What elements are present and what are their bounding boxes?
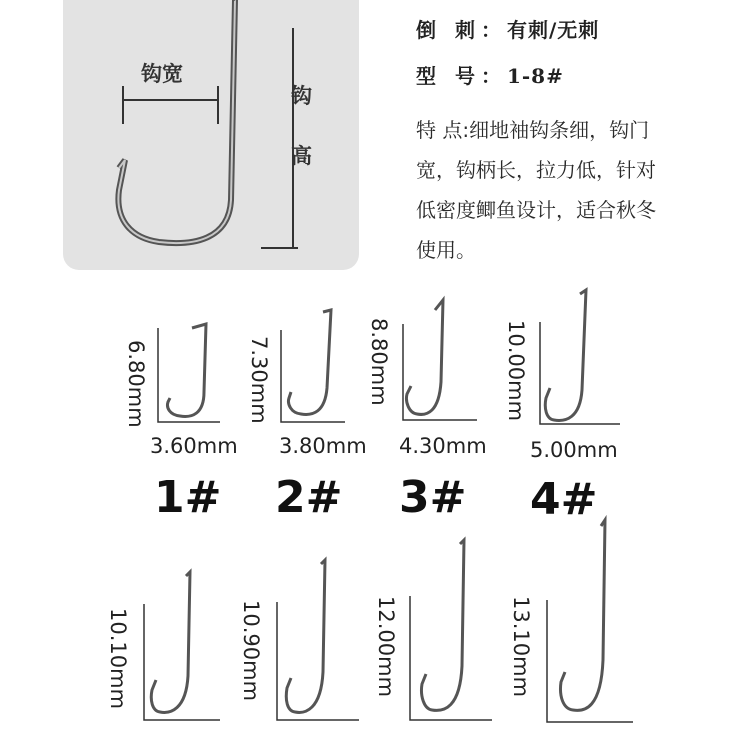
description-line: 低密度鲫鱼设计，适合秋冬	[416, 198, 656, 222]
hook-height: 10.00mm	[504, 320, 528, 422]
model-spec	[416, 60, 564, 89]
hook-width: 3.60mm	[150, 434, 238, 458]
hook-height: 10.10mm	[106, 608, 130, 710]
hook-width: 3.80mm	[279, 434, 367, 458]
model-value: 1-8#	[506, 64, 564, 88]
hook-height: 8.80mm	[367, 318, 391, 406]
hook-height: 7.30mm	[247, 336, 271, 424]
hook-size-number: 4#	[530, 474, 598, 525]
hook-height: 12.00mm	[374, 596, 398, 698]
hook-width: 4.30mm	[399, 434, 487, 458]
barb-value: 有刺/无刺	[506, 18, 600, 42]
description-line: 宽，钩柄长，拉力低，针对	[416, 158, 656, 182]
feature-description	[416, 110, 716, 270]
hook-width-label: 钩宽	[141, 62, 183, 86]
hook-size-number: 1#	[154, 472, 222, 523]
hook-height: 10.90mm	[239, 600, 263, 702]
hook-width: 5.00mm	[530, 438, 618, 462]
description-line: 使用。	[416, 238, 476, 262]
hook-height: 13.10mm	[509, 596, 533, 698]
barb-spec	[416, 14, 599, 43]
model-label: 型 号：	[416, 64, 507, 88]
hook-diagram	[63, 0, 359, 270]
hook-height-label-2: 高	[291, 144, 312, 168]
hook-size-number: 3#	[399, 472, 467, 523]
hook-size-number: 2#	[275, 472, 343, 523]
hook-height-label-1: 钩	[291, 84, 312, 108]
hook-height: 6.80mm	[124, 340, 148, 428]
hook-diagram-panel	[63, 0, 359, 270]
description-line: 特 点:细地袖钩条细，钩门	[416, 118, 650, 142]
barb-label: 倒 刺：	[416, 18, 507, 42]
